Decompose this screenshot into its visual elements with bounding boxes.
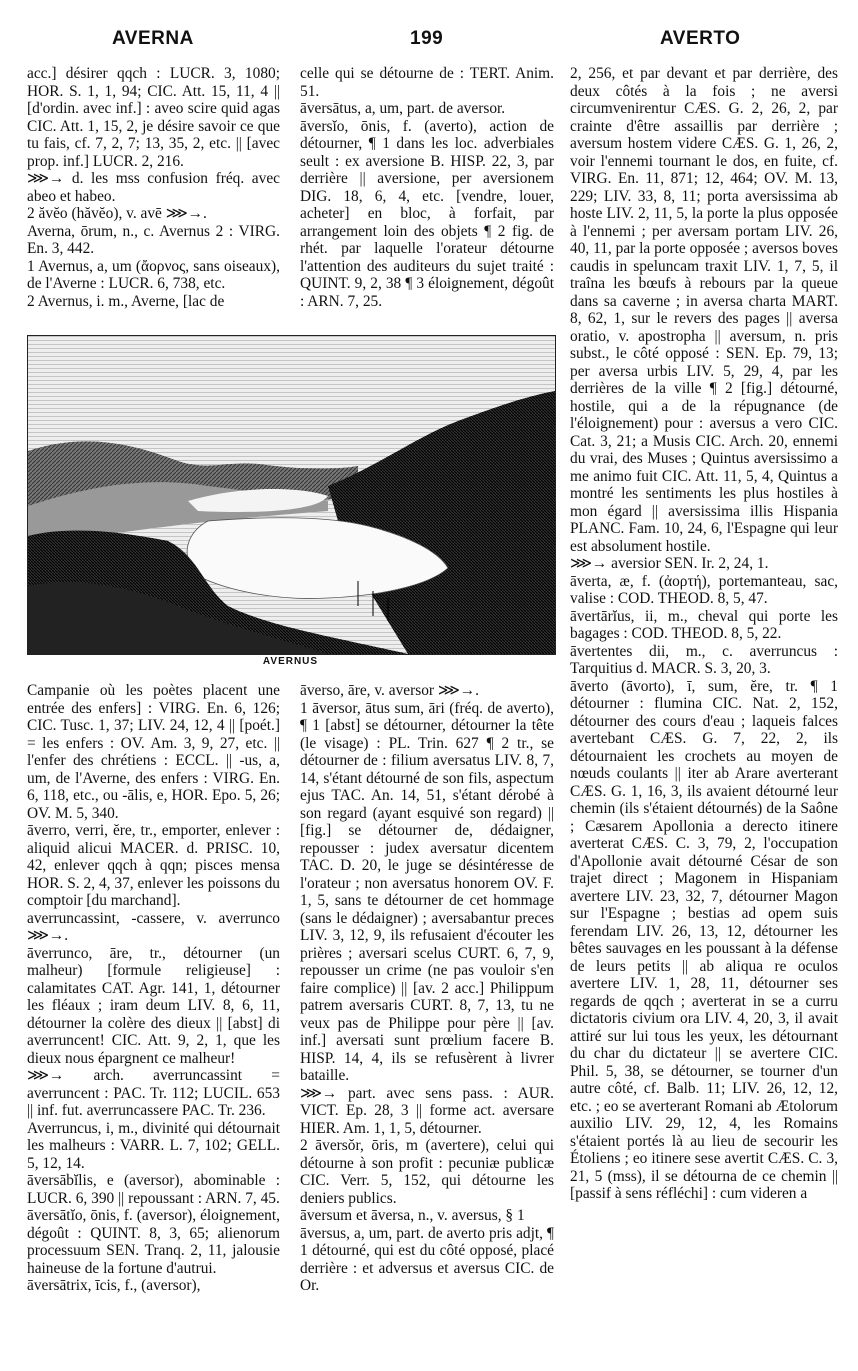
entry-paragraph: acc.] désirer qqch : LUCR. 3, 1080; HOR. S. 1, 1, 94; CIC. Att. 15, 11, 4 || [d'ordin. avec inf.] : aveo scire quid agas CIC. Att. 1, 15, 2, je désire savoir ce que tu fais, cf. 7, 2, 7; 13, 35, 2, etc. || [avec prop. inf.] LUCR. 2, 216.: [27, 65, 280, 170]
entry-paragraph: ⋙→ aversior SEN. Ir. 2, 24, 1.: [570, 555, 769, 572]
column-1-top: [27, 65, 280, 333]
entry-paragraph: āverso, āre, v. aversor ⋙→.: [300, 682, 480, 699]
entry-paragraph: averruncassint, -cassere, v. averrunco ⋙→.: [27, 909, 280, 944]
entry-paragraph: āversātĭo, ōnis, f. (aversor), éloignement, dégoût : QUINT. 8, 3, 65; alienorum processuum SEN. Tranq. 2, 11, jalousie haineuse de la fortune d'autrui.: [27, 1207, 280, 1277]
figure-caption: AVERNUS: [262, 656, 319, 667]
column-2-top: [300, 65, 554, 333]
entry-paragraph: āversātus, a, um, part. de aversor.: [300, 100, 506, 117]
entry-paragraph: āversābĭlis, e (aversor), abominable : LUCR. 6, 390 || repoussant : ARN. 7, 45.: [27, 1172, 280, 1207]
entry-paragraph: 1 Avernus, a, um (ἄορνος, sans oiseaux), de l'Averne : LUCR. 6, 738, etc.: [27, 257, 280, 292]
entry-paragraph: āverto (āvorto), ī, sum, ĕre, tr. ¶ 1 détourner : flumina CIC. Nat. 2, 152, détourner des cours d'eau ; laqueis falces avertebant CÆS. G. 7, 22, 2, ils détournaient les crochets au moyen de nœuds coulants || iter ab Arare averterant CÆS. G. 1, 16, 3, ils avaient détourné leur chemin (ils s'étaient détournés) de la Saône ; Cæsarem Apollonia a derecto itinere averterat CÆS. C. 3, 79, 2, l'occupation d'Apollonie avait détourné César de son trajet direct ; Magonem in Hispaniam avertere LIV. 23, 32, 7, détourner Magon sur l'Espagne ; bestias ad opem suis ferendam LIV. 26, 13, 12, détourner les bêtes sauvages en les poussant à la défense de leurs petits || ab aliqua re oculos avertere LIV. 1, 28, 11, détourner ses regards de qqch ; averterat in se a curru dictatoris civium ora LIV. 4, 20, 3, il avait attiré sur lui tous les yeux, les détournant du char du dictateur || se avertere CIC. Phil. 5, 38, se détourner, se tourner d'un autre côté, cf. Balb. 11; LIV. 26, 12, 12, etc. ; eo se averterant Romani ab Ætolorum auxilio LIV. 29, 12, 4, les Romains s'étaient portés là au lieu de secourir les Étoliens ; eo itinere sese avertit CÆS. C. 3, 21, 5 (mss), il se détourna de ce chemin || [passif à sens réfléchi] : cum videren a: [570, 677, 838, 1202]
avernus-engraving: [27, 335, 556, 655]
entry-paragraph: ⋙→ part. avec sens pass. : AUR. VICT. Ep. 28, 3 || forme act. aversare HIER. Am. 1, 1, 5, détourner.: [300, 1084, 554, 1137]
running-head-right: AVERTO: [660, 28, 741, 49]
entry-paragraph: Averruncus, i, m., divinité qui détournait les malheurs : VARR. L. 7, 102; GELL. 5, 12, 14.: [27, 1119, 280, 1172]
column-1-bottom: [27, 682, 280, 1362]
entry-paragraph: āverrunco, āre, tr., détourner (un malheur) [formule religieuse] : calamitates CAT. Agr. 141, 1, détourner les fléaux ; iram deum LIV. 8, 6, 11, détourner la colère des dieux || [abst] di averruncent! CIC. Att. 9, 2, 1, que les dieux nous épargnent ce malheur!: [27, 944, 280, 1067]
entry-paragraph: āverta, æ, f. (ἀορτή), portemanteau, sac, valise : COD. THEOD. 8, 5, 47.: [570, 572, 838, 607]
entry-paragraph: 2, 256, et par devant et par derrière, des deux côtés à la fois ; ne aversi circumvenirentur CÆS. G. 2, 26, 2, par crainte d'être assaillis par derrière ; aversum hostem videre CÆS. G. 1, 26, 2, voir l'ennemi tournant le dos, en fuite, cf. VIRG. En. 11, 871; 12, 464; OV. M. 13, 229; LIV. 33, 8, 11; porta aversissima ab hoste LIV. 2, 11, 5, la porte la plus opposée à l'ennemi ; per aversam portam LIV. 26, 40, 11, par la porte opposée ; aversos boves caudis in speluncam traxit LIV. 1, 7, 5, il traîna les bœufs à rebours par la queue dans sa caverne ; in aversa charta MART. 8, 62, 1, sur le revers des pages || aversa oratio, v. apostropha || aversum, n. pris subst., le côté opposé : SEN. Ep. 79, 13; per aversa urbis LIV. 5, 29, 4, par les derrières de la ville ¶ 2 [fig.] détourné, hostile, qui a de la répugnance (de l'éloignement) pour : aversus a vero CIC. Cat. 3, 21; a Musis CIC. Arch. 20, ennemi du vrai, des Muses ; Quintus aversissimo a me animo fuit CIC. Att. 11, 5, 4, Quintus a montré les sentiments les plus hostiles à mon égard || aversissima illis Hispania PLANC. Fam. 10, 24, 6, l'Espagne qui leur est absolument hostile.: [570, 65, 838, 555]
entry-paragraph: 1 āversor, ātus sum, āri (fréq. de averto), ¶ 1 [abst] se détourner, détourner la tête (le visage) : PL. Trin. 627 ¶ 2 tr., se détourner de : filium aversatus LIV. 8, 7, 14, s'étant détourné de son fils, aspectum ejus TAC. An. 14, 51, s'étant dérobé à son regard (ayant esquivé son regard) || [fig.] se détourner de, dédaigner, repousser : judex aversatur dicentem TAC. D. 20, le juge se désintéresse de l'orateur ; non aversatus honorem OV. F. 1, 5, sans te détourner de cet hommage (sans le dédaigner) ; aversabantur preces LIV. 3, 12, 9, ils refusaient d'écouter les prières ; aversari scelus CURT. 6, 7, 9, repousser un crime (ne pas vouloir s'en faire complice) || [av. 2 acc.] Philippum patrem aversaris CURT. 8, 7, 13, tu ne veux pas de Philippe pour père || [av. inf.] aversati sunt prœlium facere B. HISP. 14, 4, ils se refusèrent à livrer bataille.: [300, 699, 554, 1084]
running-head-left: AVERNA: [112, 28, 194, 49]
entry-paragraph: Averna, ōrum, n., c. Avernus 2 : VIRG. En. 3, 442.: [27, 222, 280, 257]
lake-illustration: [28, 336, 555, 654]
entry-paragraph: āverro, verri, ĕre, tr., emporter, enlever : aliquid alicui MACER. d. PRISC. 10, 42, enlever qqch à qqn; pisces mensa HOR. S. 2, 4, 37, enlever les poissons du comptoir [du marchand].: [27, 822, 280, 909]
entry-paragraph: āvertentes dii, m., c. averruncus : Tarquitius d. MACR. S. 3, 20, 3.: [570, 642, 838, 677]
page-number: 199: [410, 28, 444, 49]
entry-paragraph: celle qui se détourne de : TERT. Anim. 51.: [300, 65, 554, 100]
entry-paragraph: āversātrix, īcis, f., (aversor),: [27, 1277, 201, 1294]
entry-paragraph: 2 āversŏr, ōris, m (avertere), celui qui détourne à son profit : pecuniæ publicæ CIC. Verr. 5, 152, qui détourne les deniers publics.: [300, 1137, 554, 1207]
entry-paragraph: Campanie où les poètes placent une entrée des enfers] : VIRG. En. 6, 126; CIC. Tusc. 1, 37; LIV. 24, 12, 4 || [poét.] = les enfers : OV. Am. 3, 9, 27, etc. || l'enfer des chrétiens : ECCL. || -us, a, um, de l'Averne, des enfers : VIRG. En. 6, 118, etc., ou -ālis, e, HOR. Epo. 5, 26; OV. M. 5, 340.: [27, 682, 280, 822]
entry-paragraph: ⋙→ arch. averruncassint = averruncent : PAC. Tr. 112; LUCIL. 653 || inf. fut. averruncassere PAC. Tr. 236.: [27, 1067, 280, 1119]
entry-paragraph: āversus, a, um, part. de averto pris adjt, ¶ 1 détourné, qui est du côté opposé, placé derrière : et adversus et aversus CIC. de Or.: [300, 1224, 554, 1294]
entry-paragraph: āversĭo, ōnis, f. (averto), action de détourner, ¶ 1 dans les loc. adverbiales seult : ex aversione B. HISP. 22, 3, par derrière || aversione, per aversionem DIG. 18, 6, 4, etc. [vendre, louer, acheter] en bloc, à forfait, par arrangement loin des objets ¶ 2 fig. de rhét. par laquelle l'orateur détourne l'attention des auditeurs du sujet traité : QUINT. 9, 2, 38 ¶ 3 éloignement, dégoût : ARN. 7, 25.: [300, 117, 554, 310]
entry-paragraph: 2 ăvĕo (hăvĕo), v. avē ⋙→.: [27, 205, 207, 222]
column-2-bottom: [300, 682, 554, 1362]
entry-paragraph: āversum et āversa, n., v. aversus, § 1: [300, 1207, 525, 1224]
entry-paragraph: 2 Avernus, i. m., Averne, [lac de: [27, 292, 225, 310]
entry-paragraph: ⋙→ d. les mss confusion fréq. avec abeo et habeo.: [27, 170, 280, 205]
entry-paragraph: āvertārĭus, ii, m., cheval qui porte les bagages : COD. THEOD. 8, 5, 22.: [570, 607, 838, 642]
column-3: [570, 65, 838, 1362]
